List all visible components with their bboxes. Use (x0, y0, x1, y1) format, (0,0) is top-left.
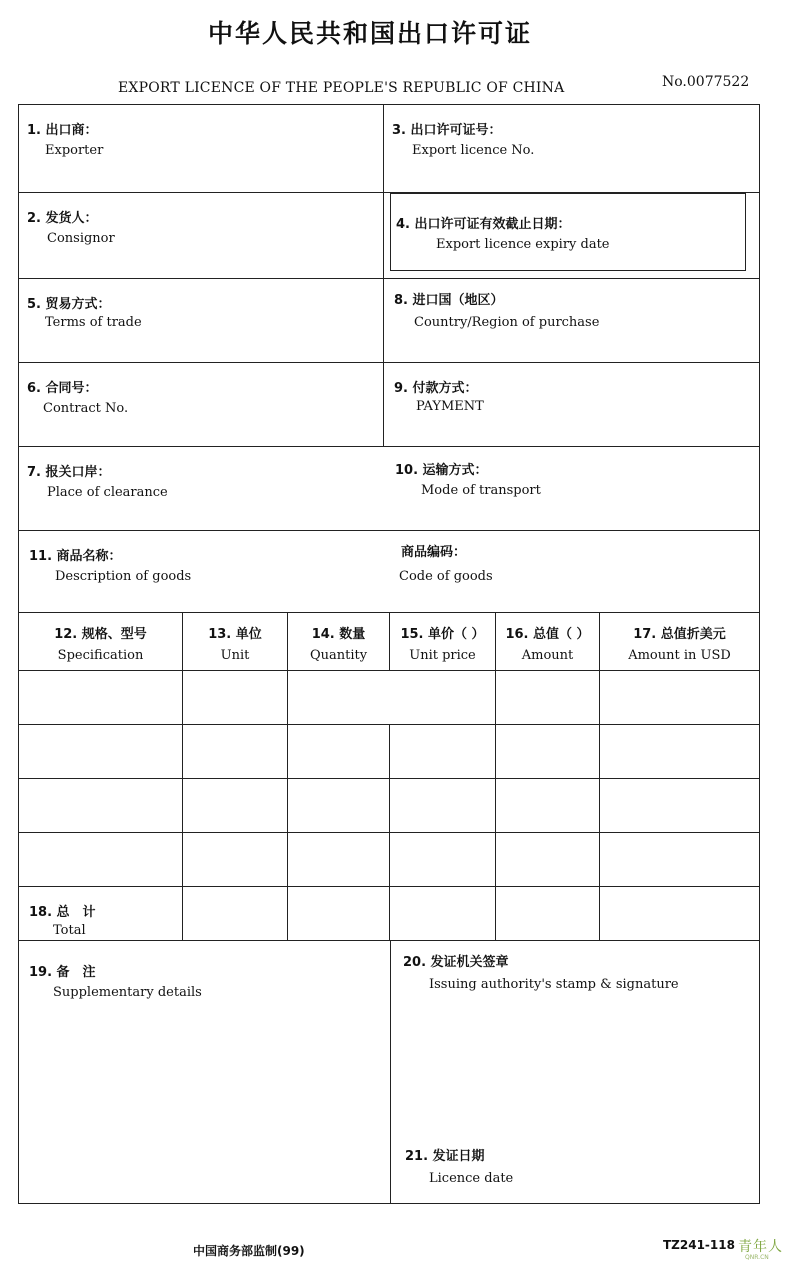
column-label-cn: 12. 规格、型号 (54, 627, 147, 642)
footer-issuer: 中国商务部监制(99) (193, 1244, 305, 1258)
column-header-unit (183, 613, 288, 671)
table-cell[interactable] (19, 725, 183, 779)
field-label-en: Place of clearance (47, 485, 168, 500)
table-cell[interactable] (496, 725, 600, 779)
field-contract-no[interactable] (19, 363, 384, 447)
field-label-cn: 11. 商品名称： (29, 549, 122, 564)
field-label-cn: 6. 合同号： (27, 381, 98, 396)
table-cell[interactable] (183, 779, 288, 833)
field-payment[interactable] (384, 363, 759, 447)
column-label-cn: 17. 总值折美元 (633, 627, 726, 642)
field-label-cn: 9. 付款方式： (394, 381, 478, 396)
field-label-en: Export licence expiry date (436, 237, 610, 252)
column-header-quantity (288, 613, 390, 671)
field-label-cn: 8. 进口国（地区） (394, 293, 504, 308)
table-cell[interactable] (183, 671, 288, 725)
field-label-en: Consignor (47, 231, 115, 246)
field-label-en: Supplementary details (53, 985, 202, 1000)
field-label-en: Issuing authority's stamp & signature (429, 977, 679, 992)
table-cell[interactable] (600, 887, 759, 941)
field-supplementary-details[interactable] (19, 941, 391, 1203)
field-label-cn: 7. 报关口岸： (27, 465, 111, 480)
table-cell[interactable] (288, 833, 390, 887)
field-label-en: PAYMENT (416, 399, 484, 414)
table-cell[interactable] (390, 779, 496, 833)
licence-form (18, 104, 760, 1204)
field-terms-of-trade[interactable] (19, 279, 384, 363)
field-label-cn: 4. 出口许可证有效截止日期： (396, 217, 571, 232)
column-header-amount (496, 613, 600, 671)
table-cell[interactable] (496, 671, 600, 725)
field-label-en: Description of goods (55, 569, 192, 584)
field-country-region[interactable] (384, 279, 759, 363)
column-label-cn: 14. 数量 (311, 627, 366, 642)
field-label-cn: 10. 运输方式： (395, 463, 488, 478)
table-cell[interactable] (288, 725, 390, 779)
field-label-en: Export licence No. (412, 143, 535, 158)
watermark-domain: QNR.CN (745, 1254, 769, 1261)
form-title-english: EXPORT LICENCE OF THE PEOPLE'S REPUBLIC OF CHINA (118, 80, 565, 96)
table-cell[interactable] (19, 671, 183, 725)
column-label-en: Specification (57, 648, 144, 663)
total-row-label (19, 887, 183, 941)
table-cell[interactable] (496, 779, 600, 833)
field-label-en: Terms of trade (45, 315, 142, 330)
field-licence-no[interactable] (384, 105, 759, 193)
field-label-en: Contract No. (43, 401, 129, 416)
field-expiry-date[interactable] (384, 193, 759, 279)
table-cell[interactable] (19, 833, 183, 887)
field-label-cn: 1. 出口商： (27, 123, 98, 138)
field-clearance-transport[interactable] (19, 447, 759, 531)
field-label-en: Country/Region of purchase (414, 315, 600, 330)
field-goods[interactable] (19, 531, 759, 613)
table-cell[interactable] (496, 833, 600, 887)
table-cell[interactable] (183, 725, 288, 779)
column-label-cn: 15. 单价（ ） (400, 627, 485, 642)
table-cell[interactable] (288, 779, 390, 833)
field-exporter[interactable] (19, 105, 384, 193)
table-cell[interactable] (288, 671, 496, 725)
field-label-en: Exporter (45, 143, 104, 158)
column-label-cn: 13. 单位 (208, 627, 262, 642)
table-cell[interactable] (600, 725, 759, 779)
field-label-cn: 5. 贸易方式： (27, 297, 111, 312)
table-cell[interactable] (496, 887, 600, 941)
column-label-en: Unit price (409, 648, 476, 663)
field-consignor[interactable] (19, 193, 384, 279)
total-label-en: Total (53, 923, 86, 938)
column-label-en: Amount (521, 648, 574, 663)
licence-date-label-cn: 21. 发证日期 (405, 1149, 485, 1164)
table-cell[interactable] (390, 833, 496, 887)
table-cell[interactable] (183, 887, 288, 941)
field-label-en: Mode of transport (421, 483, 541, 498)
table-cell[interactable] (183, 833, 288, 887)
field-label-cn: 19. 备 注 (29, 965, 96, 980)
field-label-en: Code of goods (399, 569, 493, 584)
field-label-cn: 2. 发货人： (27, 211, 98, 226)
expiry-date-box (390, 193, 746, 271)
field-label-cn: 20. 发证机关签章 (403, 955, 509, 970)
column-label-en: Unit (220, 648, 250, 663)
column-label-en: Amount in USD (628, 648, 731, 663)
table-cell[interactable] (390, 887, 496, 941)
watermark-logo: 青年人 (738, 1239, 783, 1255)
column-header-unit-price (390, 613, 496, 671)
serial-number: No.0077522 (662, 74, 750, 90)
column-label-en: Quantity (309, 648, 368, 663)
table-cell[interactable] (600, 833, 759, 887)
table-cell[interactable] (19, 779, 183, 833)
column-header-amount-usd (600, 613, 759, 671)
table-cell[interactable] (600, 779, 759, 833)
field-label-cn: 3. 出口许可证号： (392, 123, 502, 138)
column-header-specification (19, 613, 183, 671)
footer-form-code: TZ241-118 (663, 1238, 735, 1252)
form-title-chinese: 中华人民共和国出口许可证 (207, 19, 532, 48)
column-label-cn: 16. 总值（ ） (505, 627, 590, 642)
field-label-cn: 商品编码： (401, 545, 467, 560)
total-label-cn: 18. 总 计 (29, 905, 96, 920)
field-issuing-authority[interactable] (391, 941, 759, 1203)
table-cell[interactable] (390, 725, 496, 779)
table-cell[interactable] (600, 671, 759, 725)
table-cell[interactable] (288, 887, 390, 941)
licence-date-label-en: Licence date (429, 1171, 514, 1186)
